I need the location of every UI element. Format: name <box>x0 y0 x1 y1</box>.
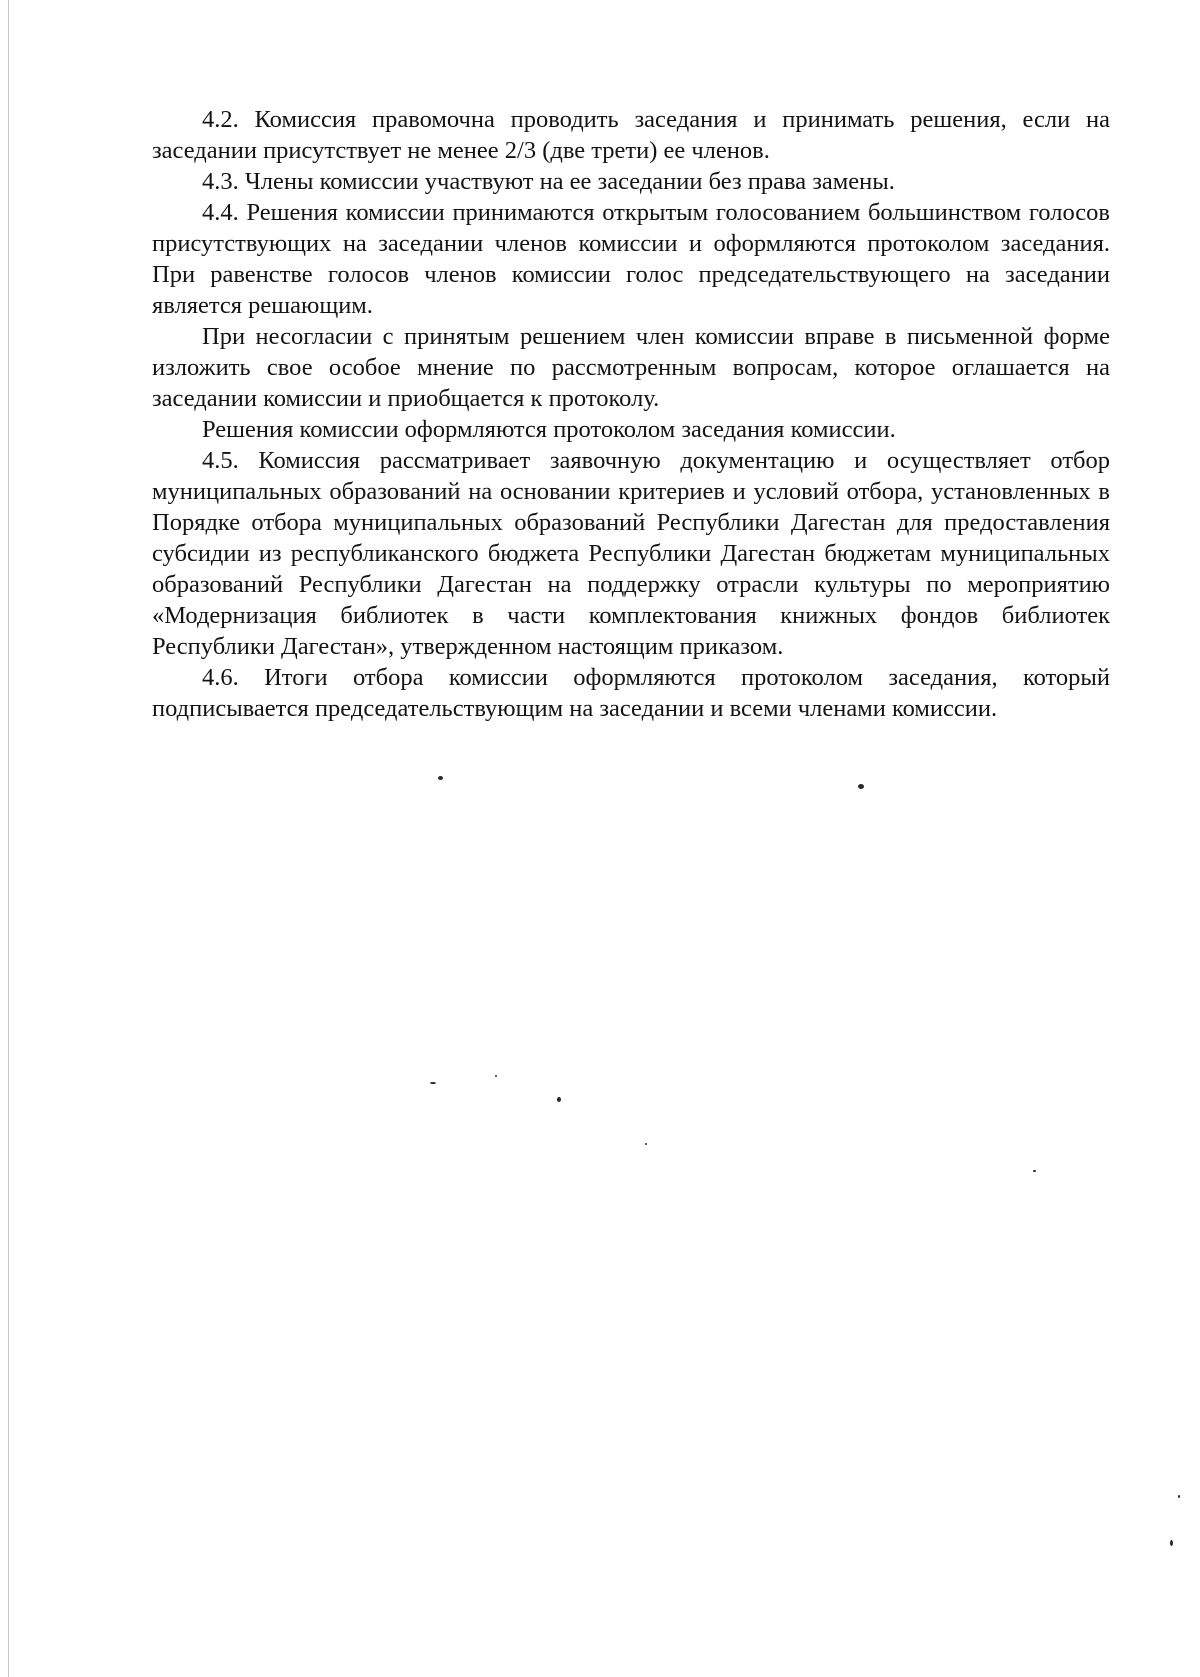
scan-speck <box>557 1097 561 1102</box>
paragraph-dissent: При несогласии с принятым решением член комиссии вправе в письменной форме изложить свое особое мнение по рассмотренным вопросам, которое оглашается на заседании комиссии и приобщается к протоколу. <box>152 323 1110 412</box>
scan-speck <box>645 1143 647 1145</box>
paragraph-4-6: 4.6. Итоги отбора комиссии оформляются протоколом заседания, который подписывается председательствующим на заседании и всеми членами комиссии. <box>152 664 1110 722</box>
scan-speck <box>1033 1170 1036 1172</box>
paragraph-4-5: 4.5. Комиссия рассматривает заявочную документацию и осуществляет отбор муниципальных образований на основании критериев и условий отбора, установленных в Порядке отбора муниципальных образований Республики Дагестан для предоставления субсидии из республиканского бюджета Республики Дагестан бюджетам муниципальных образований Республики Дагестан на поддержку отрасли культуры по мероприятию «Модернизация библиотек в части комплектования книжных фондов библиотек Республики Дагестан», утвержденном настоящим приказом. <box>152 447 1110 660</box>
scan-page-edge <box>8 0 9 1677</box>
paragraph-4-3: 4.3. Члены комиссии участвуют на ее заседании без права замены. <box>202 168 895 195</box>
scan-speck <box>430 1082 436 1084</box>
paragraph-decisions: Решения комиссии оформляются протоколом заседания комиссии. <box>202 416 896 443</box>
paragraph-4-4: 4.4. Решения комиссии принимаются открытым голосованием большинством голосов присутствующих на заседании членов комиссии и оформляются протоколом заседания. При равенстве голосов членов комиссии голос председательствующего на заседании является решающим. <box>152 199 1110 319</box>
document-body <box>152 104 1110 724</box>
scan-speck <box>1170 1540 1173 1546</box>
scan-speck <box>858 784 864 789</box>
scan-speck <box>495 1075 497 1077</box>
paragraph-4-2: 4.2. Комиссия правомочна проводить заседания и принимать решения, если на заседании присутствует не менее 2/3 (две трети) ее членов. <box>152 106 1110 164</box>
scan-speck <box>1178 1495 1180 1498</box>
scan-speck <box>438 776 443 780</box>
